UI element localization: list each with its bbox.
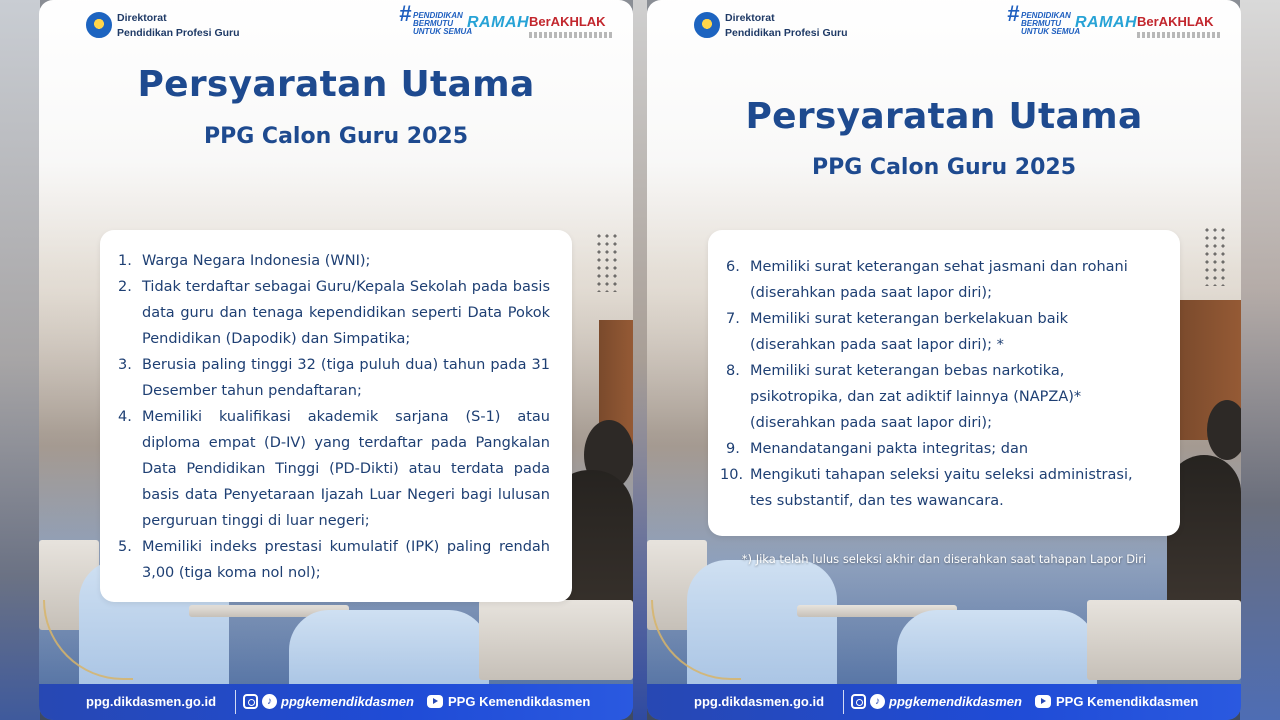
- ministry-logo-icon: [694, 12, 720, 38]
- decor-dots: [595, 232, 621, 292]
- website-link[interactable]: ppg.dikdasmen.go.id: [694, 694, 825, 709]
- social-handle[interactable]: ppgkemendikdasmen: [281, 694, 414, 709]
- slide-right: [647, 0, 1241, 720]
- footer-divider: [843, 690, 844, 714]
- youtube-channel[interactable]: PPG Kemendikdasmen: [448, 694, 591, 709]
- youtube-channel[interactable]: PPG Kemendikdasmen: [1056, 694, 1199, 709]
- berakhlak-logo: BerAKHLAK: [529, 14, 606, 29]
- list-item: 3. Berusia paling tinggi 32 (tiga puluh dua) tahun pada 31 Desember tahun pendaftaran;: [118, 357, 550, 399]
- slide-left: [39, 0, 633, 720]
- list-item: 6. Memiliki surat keterangan sehat jasmani dan rohani (diserahkan pada saat lapor diri);: [726, 259, 1128, 301]
- decor-leaf: [43, 600, 133, 680]
- directorate-line1: Direktorat: [117, 12, 167, 24]
- student-hair: [1207, 400, 1241, 460]
- decor-dots: [1203, 226, 1229, 286]
- tiktok-icon[interactable]: ♪: [870, 694, 885, 709]
- page-subtitle: PPG Calon Guru 2025: [203, 124, 469, 149]
- requirements-list: [708, 254, 1158, 514]
- brand-pendidikan-line1: PENDIDIKAN: [413, 11, 463, 20]
- website-link[interactable]: ppg.dikdasmen.go.id: [86, 694, 217, 709]
- brand-pendidikan-line3: UNTUK SEMUA: [1021, 27, 1081, 36]
- brand-pendidikan-line2: BERMUTU: [413, 19, 453, 28]
- directorate-name: [725, 11, 848, 41]
- berakhlak-logo: BerAKHLAK: [1137, 14, 1214, 29]
- footer-bar: [647, 684, 1241, 720]
- desk: [479, 600, 633, 680]
- requirements-card: [100, 230, 572, 602]
- tiktok-icon[interactable]: ♪: [262, 694, 277, 709]
- list-item: 10. Mengikuti tahapan seleksi yaitu seleksi administrasi, tes substantif, dan tes wawancara.: [720, 467, 1133, 509]
- ministry-logo-icon: [86, 12, 112, 38]
- youtube-icon[interactable]: [427, 695, 443, 708]
- instagram-icon[interactable]: [851, 694, 866, 709]
- page-title: Persyaratan Utama: [745, 96, 1143, 137]
- list-item: 9. Menandatangani pakta integritas; dan: [726, 441, 1029, 457]
- header: [39, 1, 633, 50]
- hashtag-glyph: #: [399, 1, 412, 26]
- footer-bar: [39, 684, 633, 720]
- berakhlak-tagline: [529, 32, 613, 38]
- list-item: 1. Warga Negara Indonesia (WNI);: [118, 253, 371, 269]
- header: [647, 1, 1241, 50]
- brand-pendidikan-line3: UNTUK SEMUA: [413, 27, 473, 36]
- footnote: *) Jika telah lulus seleksi akhir dan diserahkan saat tahapan Lapor Diri: [741, 552, 1147, 566]
- brand-pendidikan-line2: BERMUTU: [1021, 19, 1061, 28]
- footer-divider: [235, 690, 236, 714]
- page-title: Persyaratan Utama: [137, 64, 535, 105]
- background-blur-right: [1240, 0, 1280, 720]
- youtube-icon[interactable]: [1035, 695, 1051, 708]
- list-item: 7. Memiliki surat keterangan berkelakuan baik (diserahkan pada saat lapor diri); *: [726, 311, 1069, 353]
- list-item: 2. Tidak terdaftar sebagai Guru/Kepala Sekolah pada basis data guru dan tenaga kependidikan seperti Data Pokok Pendidikan (Dapodik) dan Simpatika;: [118, 279, 550, 347]
- desk: [1087, 600, 1241, 680]
- decor-leaf: [651, 600, 741, 680]
- directorate-line2: Pendidikan Profesi Guru: [725, 27, 848, 39]
- brand-pendidikan-line1: PENDIDIKAN: [1021, 11, 1071, 20]
- instagram-icon[interactable]: [243, 694, 258, 709]
- directorate-line2: Pendidikan Profesi Guru: [117, 27, 240, 39]
- requirements-card: [708, 230, 1180, 536]
- berakhlak-tagline: [1137, 32, 1221, 38]
- ramah-logo: RAMAH: [1075, 14, 1138, 31]
- page-subtitle: PPG Calon Guru 2025: [811, 155, 1077, 180]
- ramah-logo: RAMAH: [467, 14, 530, 31]
- background-blur-left: [0, 0, 40, 720]
- student-figure: [897, 610, 1097, 690]
- hashtag-glyph: #: [1007, 1, 1020, 26]
- directorate-line1: Direktorat: [725, 12, 775, 24]
- list-item: 4. Memiliki kualifikasi akademik sarjana (S-1) atau diploma empat (D-IV) yang terdaftar pada Pangkalan Data Pendidikan Tinggi (PD-Dikti) atau terdata pada basis data Penyetaraan Ijazah Luar Negeri bagi lulusan perguruan tinggi di luar negeri;: [118, 409, 550, 529]
- social-handle[interactable]: ppgkemendikdasmen: [889, 694, 1022, 709]
- list-item: 8. Memiliki surat keterangan bebas narkotika, psikotropika, dan zat adiktif lainnya (NAPZA)* (diserahkan pada saat lapor diri);: [726, 363, 1082, 431]
- directorate-name: [117, 11, 240, 41]
- background-blur-middle: [633, 0, 647, 720]
- list-item: 5. Memiliki indeks prestasi kumulatif (IPK) paling rendah 3,00 (tiga koma nol nol);: [118, 539, 550, 581]
- student-figure: [289, 610, 489, 690]
- requirements-list: [100, 248, 550, 586]
